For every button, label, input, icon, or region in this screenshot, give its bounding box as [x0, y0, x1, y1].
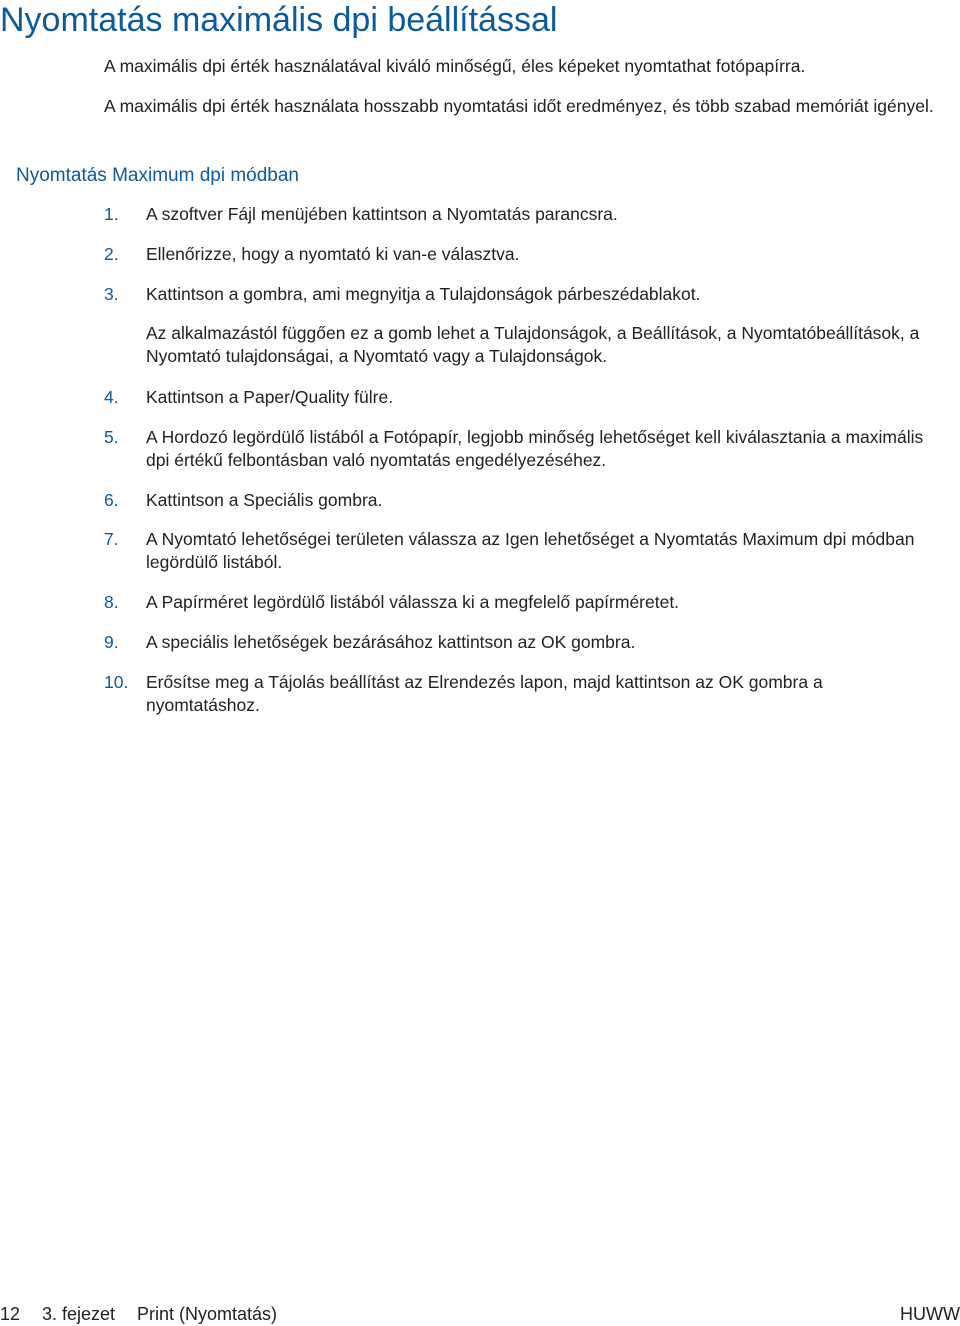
step-8 — [104, 591, 934, 614]
step-4 — [104, 386, 934, 409]
step-10 — [104, 671, 934, 717]
footer-chapter: 3. fejezet — [42, 1304, 116, 1324]
step-number: 7. — [104, 529, 119, 549]
step-3 — [104, 283, 934, 306]
step-number: 2. — [104, 244, 119, 264]
step-2 — [104, 243, 934, 266]
footer-section: Print (Nyomtatás) — [137, 1304, 278, 1324]
step-text: A szoftver Fájl menüjében kattintson a Nyomtatás parancsra. — [146, 204, 618, 224]
step-3-note: Az alkalmazástól függően ez a gomb lehet a Tulajdonságok, a Beállítások, a Nyomtatóbeállítások, a Nyomtató tulajdonságai, a Nyomtató vagy a Tulajdonságok. — [146, 323, 920, 366]
step-text: Kattintson a Paper/Quality fülre. — [146, 387, 394, 407]
step-text: A Papírméret legördülő listából válassza ki a megfelelő papírméretet. — [146, 592, 680, 612]
step-number: 1. — [104, 204, 119, 224]
step-text: A Hordozó legördülő listából a Fotópapír, legjobb minőség lehetőséget kell kiválasztania a maximális dpi értékű felbontásban való nyomtatás engedélyezéséhez. — [146, 427, 924, 470]
step-text: Ellenőrizze, hogy a nyomtató ki van-e választva. — [146, 244, 520, 264]
intro-paragraph-1: A maximális dpi érték használatával kiváló minőségű, éles képeket nyomtathat fotópapírra. — [104, 56, 806, 76]
step-number: 6. — [104, 490, 119, 510]
page-title: Nyomtatás maximális dpi beállítással — [0, 1, 558, 39]
step-text: Erősítse meg a Tájolás beállítást az Elrendezés lapon, majd kattintson az OK gombra a nyomtatáshoz. — [146, 672, 823, 715]
step-text: A Nyomtató lehetőségei területen válassza az Igen lehetőséget a Nyomtatás Maximum dpi módban legördülő listából. — [146, 529, 915, 572]
footer-page-number: 12 — [0, 1304, 21, 1324]
step-7 — [104, 528, 934, 574]
step-number: 8. — [104, 592, 119, 612]
section-heading: Nyomtatás Maximum dpi módban — [16, 165, 299, 186]
step-text: Kattintson a Speciális gombra. — [146, 490, 383, 510]
step-text: Kattintson a gombra, ami megnyitja a Tulajdonságok párbeszédablakot. — [146, 284, 701, 304]
step-text: A speciális lehetőségek bezárásához kattintson az OK gombra. — [146, 632, 636, 652]
footer-region: HUWW — [900, 1304, 960, 1324]
step-number: 9. — [104, 632, 119, 652]
step-number: 3. — [104, 284, 119, 304]
step-9 — [104, 631, 934, 654]
step-5 — [104, 426, 934, 472]
step-6 — [104, 489, 934, 512]
step-1 — [104, 203, 934, 226]
step-number: 10. — [104, 672, 129, 692]
step-number: 4. — [104, 387, 119, 407]
step-number: 5. — [104, 427, 119, 447]
intro-paragraph-2: A maximális dpi érték használata hosszabb nyomtatási időt eredményez, és több szabad memóriát igényel. — [104, 96, 934, 116]
